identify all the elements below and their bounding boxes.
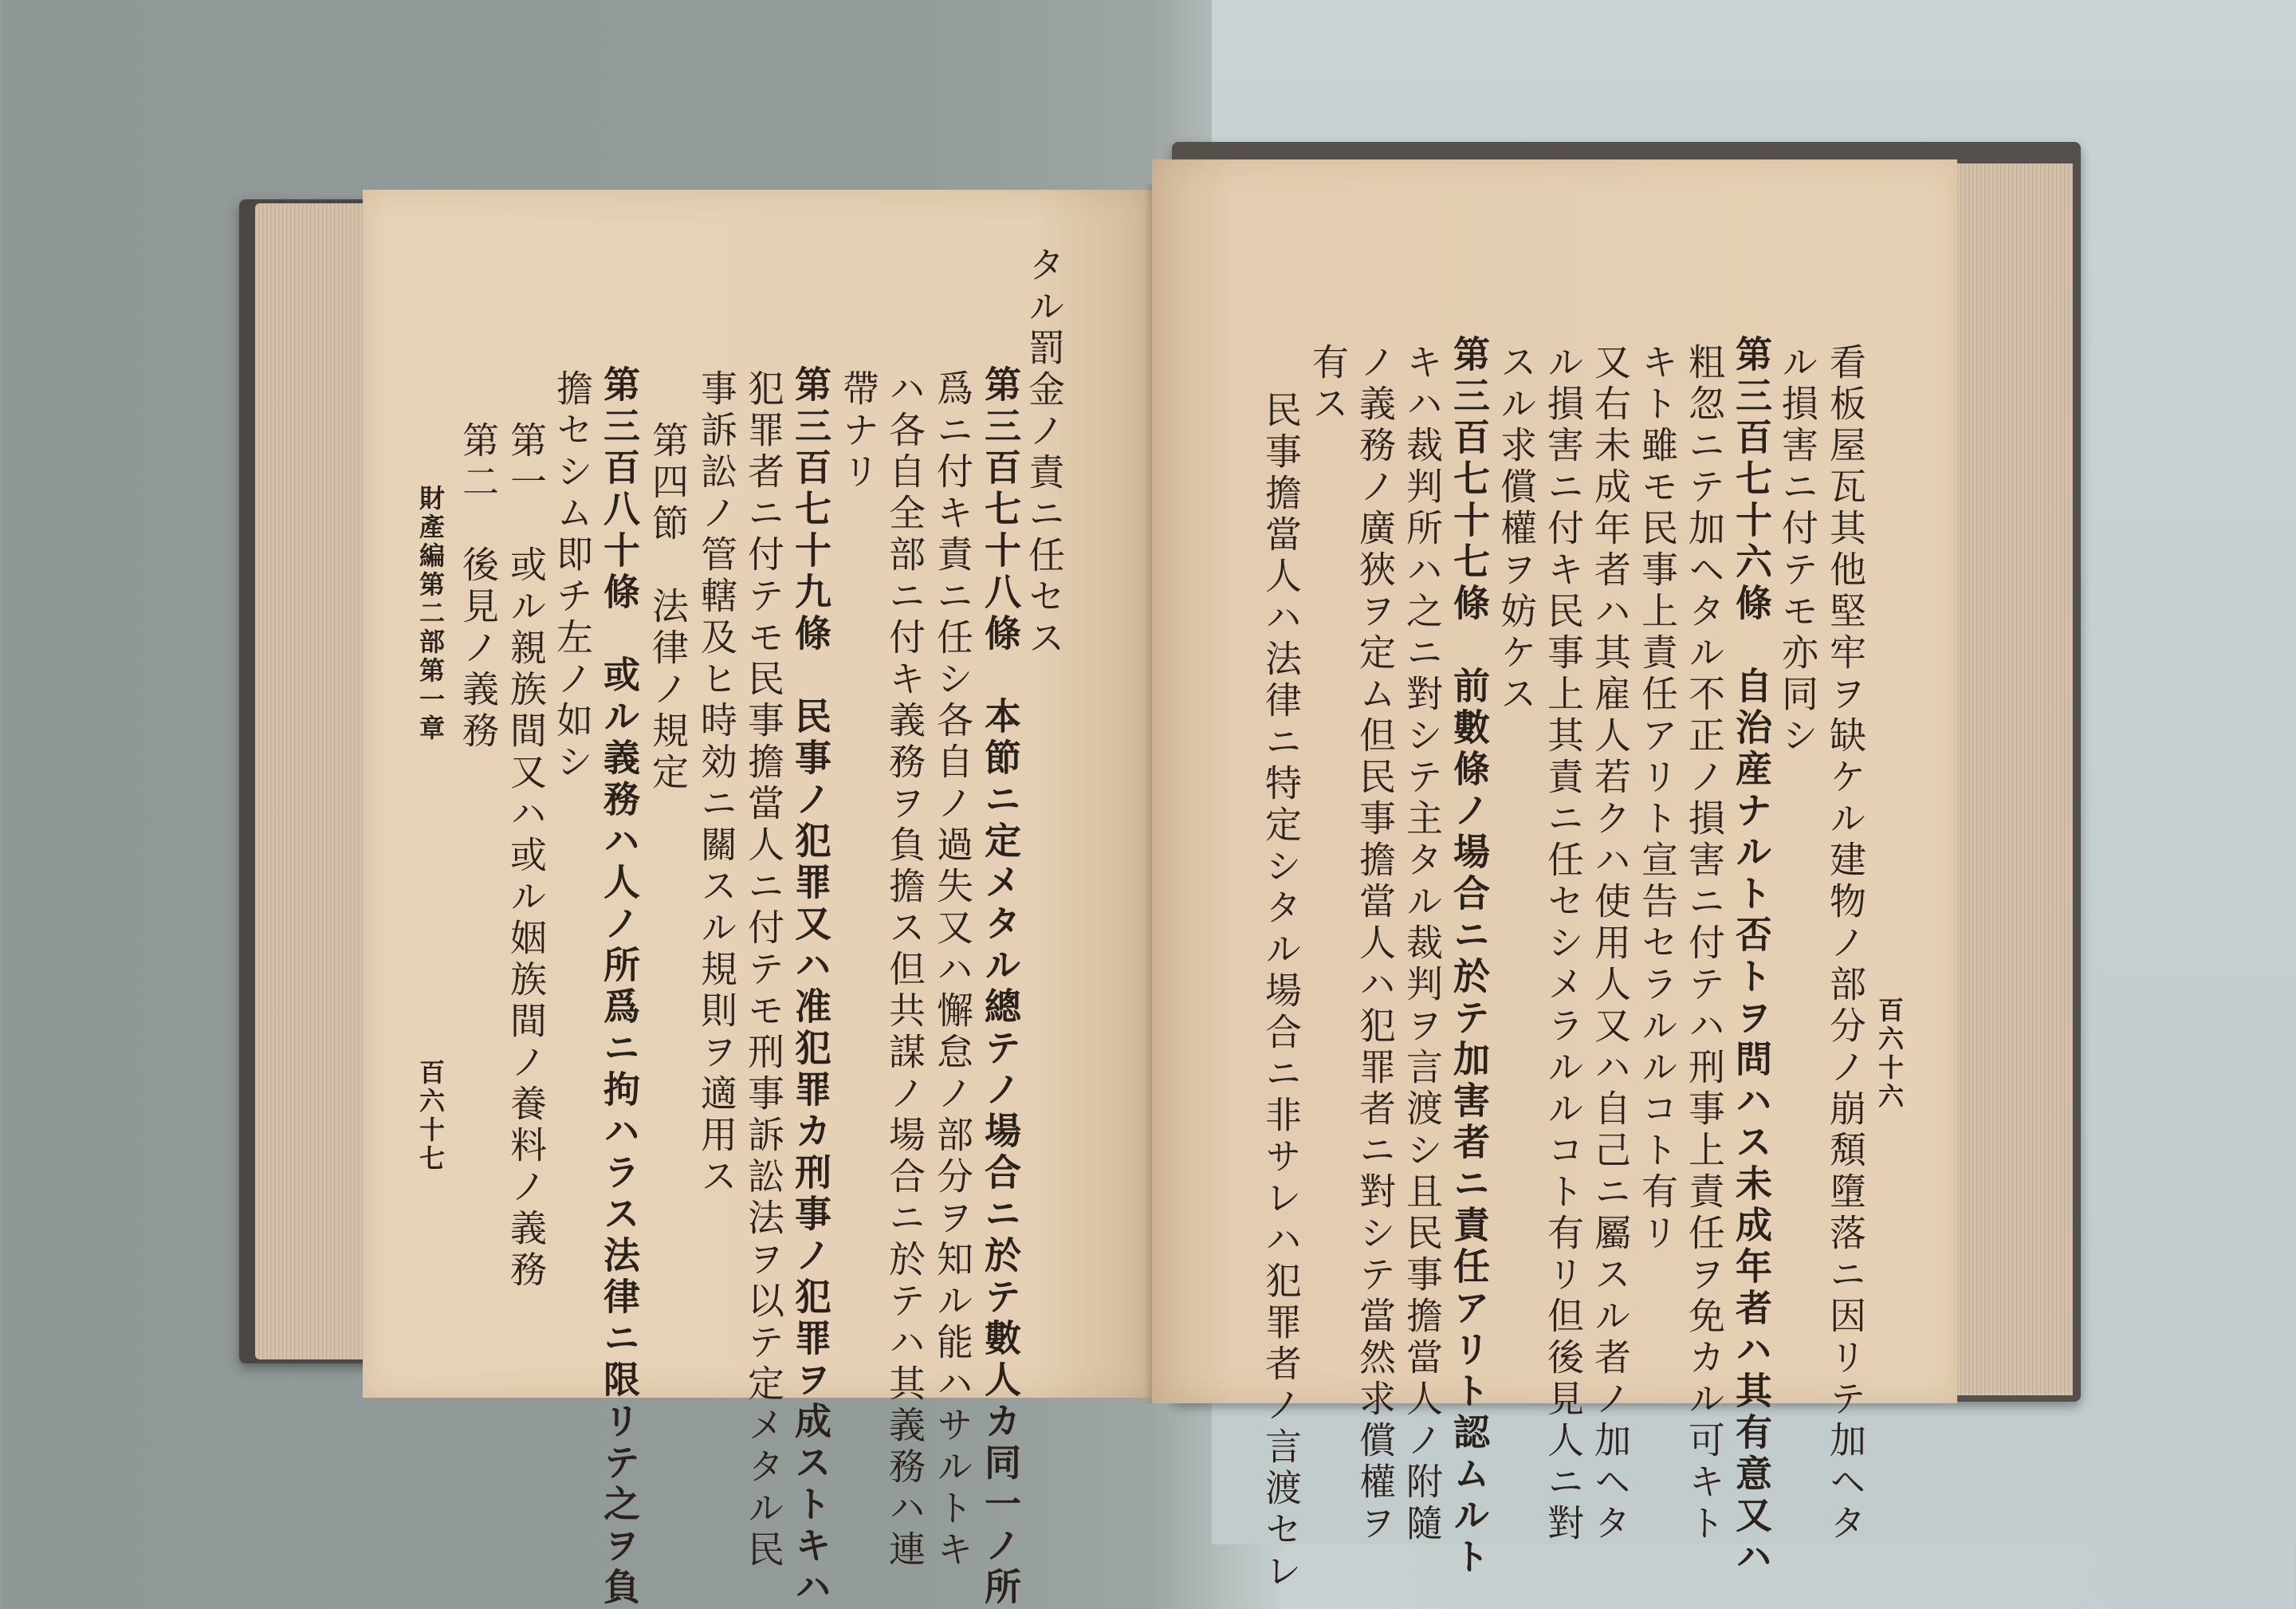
text-line: スル求償權ヲ妨ケス [1495,343,1538,716]
text-line: 事訴訟ノ管轄及ヒ時効ニ關スル規則ヲ適用ス [695,369,738,1198]
text-line: ノ義務ノ廣狹ヲ定ム但民事擔當人ハ犯罪者ニ對シテ當然求償權ヲ [1354,343,1397,1545]
page-footer: 財產編第二部第一章 [415,485,446,743]
article-line: 第三百七十七條 前數條ノ場合ニ於テ加害者ニ責任アリト認ムルト [1448,335,1491,1579]
text-line: 民事擔當人ハ法律ニ特定シタル場合ニ非サレハ犯罪者ノ言渡セレ [1260,391,1303,1593]
text-line: 粗忽ニテ加ヘタル不正ノ損害ニ付テハ刑事上責任ヲ免カル可キト [1683,343,1726,1545]
page-number: 百六十六 [1874,997,1905,1111]
right-page [1152,159,1957,1593]
page-edges-left [255,203,367,1359]
article-line: 第三百七十九條 民事ノ犯罪又ハ准犯罪カ刑事ノ犯罪ヲ成ストキハ [789,365,832,1609]
text-line: 第二 後見ノ義務 [457,421,500,753]
page-edges-right [1937,163,2073,1395]
article-line: 第三百八十條 或ル義務ハ人ノ所爲ニ拘ハラス法律ニ限リテ之ヲ負 [598,365,641,1609]
text-line: 帶ナリ [837,369,880,494]
text-line: 又右未成年者ハ其雇人若クハ使用人又ハ自己ニ屬スル者ノ加ヘタ [1589,343,1632,1545]
text-line: ハ各自全部ニ付キ義務ヲ負擔ス但共謀ノ場合ニ於テハ其義務ハ連 [883,369,926,1572]
text-line: 爲ニ付キ責ニ任シ各自ノ過失又ハ懈怠ノ部分ヲ知ル能ハサルトキ [931,369,974,1572]
text-line: 擔セシム即チ左ノ如シ [551,369,594,784]
text-line: ル損害ニ付テモ亦同シ [1776,343,1819,757]
text-line: 第一 或ル親族間又ハ或ル姻族間ノ養料ノ義務 [505,421,548,1292]
article-line: 第三百七十六條 自治産ナルト否トヲ問ハス未成年者ハ其有意又ハ [1730,335,1773,1579]
text-line: キト雖モ民事上責任アリト宣告セラルルコト有リ [1636,343,1679,1255]
text-line: タル罰金ノ責ニ任セス [1023,246,1066,660]
section-heading: 第四節 法律ノ規定 [647,421,690,794]
page-number: 百六十七 [415,1059,446,1174]
text-line: キハ裁判所ハ之ニ對シテ主タル裁判ヲ言渡シ且民事擔當人ノ附隨 [1401,343,1444,1545]
text-line: 犯罪者ニ付テモ民事擔當人ニ付テモ刑事訴訟法ヲ以テ定メタル民 [742,369,785,1572]
article-line: 第三百七十八條 本節ニ定メタル總テノ場合ニ於テ數人カ同一ノ所 [979,365,1022,1609]
left-page [363,190,1152,1609]
text-line: 有ス [1307,343,1350,426]
text-line: ル損害ニ付キ民事上其責ニ任セシメラルルコト有リ但後見人ニ對 [1542,343,1585,1545]
text-line: 看板屋瓦其他堅牢ヲ缺ケル建物ノ部分ノ崩頽墮落ニ因リテ加ヘタ [1824,343,1867,1545]
